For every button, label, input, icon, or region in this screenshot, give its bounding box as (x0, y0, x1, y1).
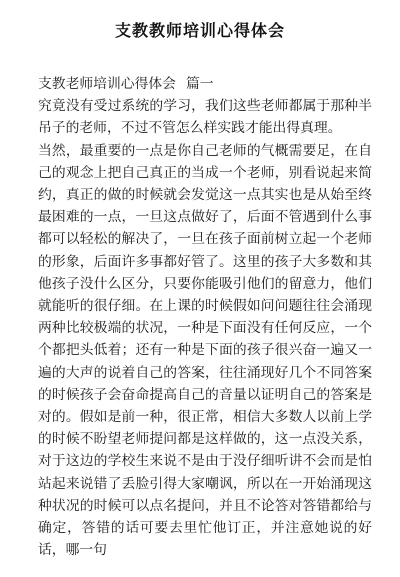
document-title: 支教教师培训心得体会 (114, 21, 285, 40)
document-body (38, 73, 372, 561)
section-part-label: 篇一 (185, 76, 214, 92)
paragraph-2: 当然，最重要的一点是你自己老师的气概需要足，在自己的观念上把自己真正的当成一个老师，别看说起来简约，真正的做的时候就会发觉这一点其实也是从始至终最困难的一点，一旦这点做好了，后面不管遇到什么事都可以轻松的解决了，一旦在孩子面前树立起一个老师的形象，后面许多事都好管了。这里的孩子大多数和其他孩子没什么区分，只要你能吸引他们的留意力，他们就能听的很仔细。在上课的时候假如问问题往往会涌现两种比较极端的状况，一种是下面没有任何反应，一个个都把头低着；还有一种是下面的孩子很兴奋一遍又一遍的大声的说着自己的答案，往往涌现好几个不同答案的时候孩子会奋命提高自己的音量以证明自己的答案是对的。假如是前一种，很正常，相信大多数人以前上学的时候不盼望老师提问都是这样做的，这一点没关系，对于这边的学校生来说不是由于没仔细听讲不会而是怕站起来说错了丢脸引得大家嘲讽，所以在一开始涌现这种状况的时候可以点名提问，并且不论答对答错都给与确定，答错的话可要去里忙他订正，并注意她说的好话，哪一句 (38, 142, 372, 559)
section-heading (38, 73, 372, 95)
section-title: 支教老师培训心得体会 (38, 76, 176, 92)
paragraph-1: 究竟没有受过系统的学习，我们这些老师都属于那种半吊子的老师，不过不管怎么样实践才能出得真理。 (38, 98, 372, 137)
